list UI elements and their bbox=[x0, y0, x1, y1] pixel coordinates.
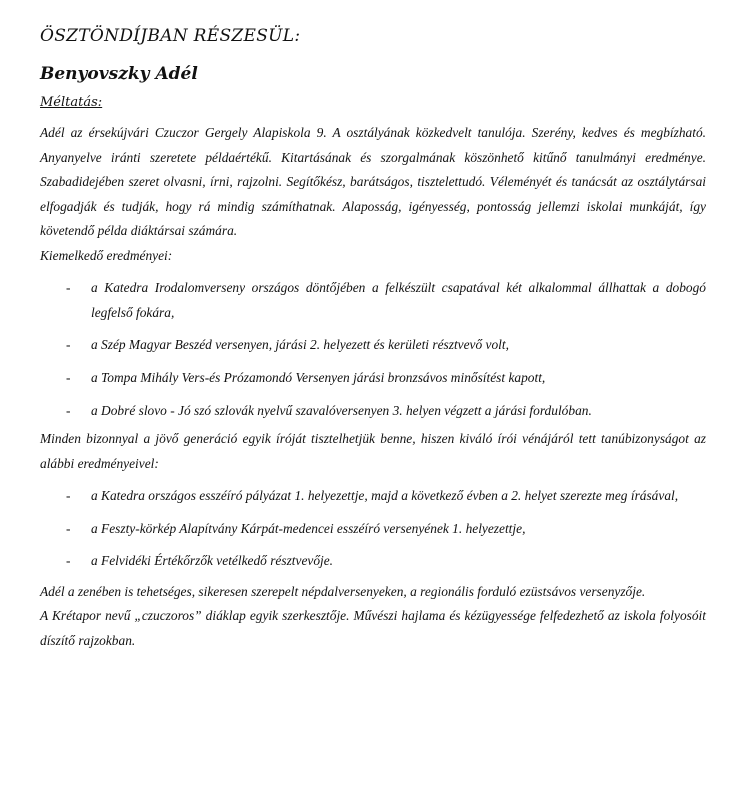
list-item bbox=[40, 549, 706, 574]
list-item-text: a Katedra Irodalomverseny országos döntőjében a felkészült csapatával két alkalommal állhattak a dobogó legfelső fokára, bbox=[91, 280, 706, 320]
bullet-dash: - bbox=[66, 520, 71, 536]
bullet-dash: - bbox=[66, 402, 71, 418]
list-item-text: a Dobré slovo - Jó szó szlovák nyelvű szavalóversenyen 3. helyen végzett a járási fordulóban. bbox=[91, 402, 592, 418]
bullet-dash: - bbox=[66, 280, 71, 295]
writing-results-list bbox=[40, 484, 706, 574]
document-body bbox=[40, 121, 706, 653]
intro-paragraph: Adél az érsekújvári Czuczor Gergely Alapiskola 9. A osztályának közkedvelt tanulója. Szerény, kedves és megbízható. Anyanyelve iránti szeretete példaértékű. Kitartásának és szorgalmának köszönhető kitűnő tanulmányi eredménye. Szabadidejében szeret olvasni, írni, rajzolni. Segítőkész, barátságos, tisztelettudó. Véleményét és tanácsát az osztálytársai elfogadják és tudják, hogy rá mindig számíthatnak. Alaposság, igényesség, pontosság jellemzi iskolai munkáját, így követendő példa diáktársai számára. bbox=[40, 125, 706, 238]
list-item bbox=[40, 517, 706, 542]
music-paragraph: Adél a zenében is tehetséges, sikeresen szerepelt népdalversenyeken, a regionális forduló ezüstsávos versenyzője. bbox=[40, 583, 646, 599]
student-name: Benyovszky Adél bbox=[40, 64, 198, 84]
list-item bbox=[40, 484, 706, 509]
list-item-text: a Felvidéki Értékőrzők vetélkedő résztvevője. bbox=[91, 553, 334, 569]
list-item-text: a Tompa Mihály Vers-és Prózamondó Versenyen járási bronzsávos minősítést kapott, bbox=[91, 369, 546, 385]
list-item-text: a Feszty-körkép Alapítvány Kárpát-medencei esszéíró versenyének 1. helyezettje, bbox=[91, 520, 526, 536]
list-item-text: a Szép Magyar Beszéd versenyen, járási 2. helyezett és kerületi résztvevő volt, bbox=[91, 337, 509, 353]
list-item bbox=[40, 333, 706, 358]
subheading: Méltatás: bbox=[40, 95, 103, 110]
bullet-dash: - bbox=[66, 369, 71, 385]
bullet-dash: - bbox=[66, 488, 71, 504]
bullet-dash: - bbox=[66, 337, 71, 353]
list-item-text: a Katedra országos esszéíró pályázat 1. helyezettje, majd a következő évben a 2. helyet szerezte meg írásával, bbox=[91, 488, 679, 504]
editor-paragraph: A Krétapor nevű „czuczoros” diáklap egyik szerkesztője. Művészi hajlama és kézügyessége felfedezhető az iskola folyosóit díszítő rajzokban. bbox=[40, 608, 706, 648]
list-item bbox=[40, 366, 706, 391]
list-item bbox=[40, 399, 706, 424]
bullet-dash: - bbox=[66, 553, 71, 569]
list-item bbox=[40, 276, 706, 325]
writing-paragraph: Minden bizonnyal a jövő generáció egyik íróját tisztelhetjük benne, hiszen kiváló írói vénájáról tett tanúbizonyságot az alábbi eredményeivel: bbox=[40, 431, 706, 471]
highlights-list bbox=[40, 276, 706, 423]
document-title: ÖSZTÖNDÍJBAN RÉSZESÜL: bbox=[40, 26, 301, 46]
highlights-label: Kiemelkedő eredményei: bbox=[40, 247, 173, 263]
